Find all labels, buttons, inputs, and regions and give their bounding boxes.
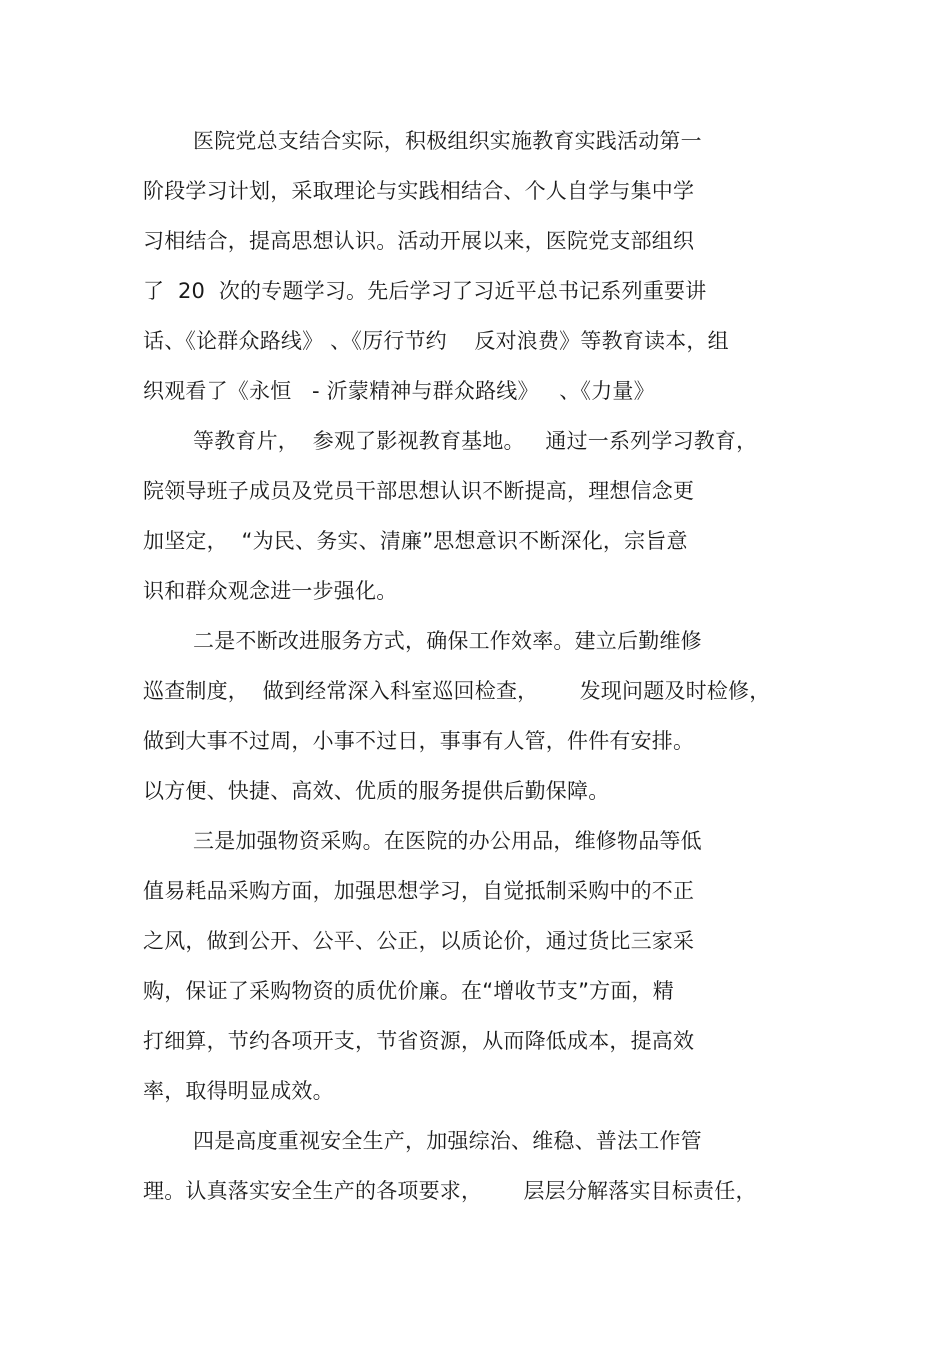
paragraph-5-line-1: 四是高度重视安全生产，加强综治、维稳、普法工作管 <box>193 1129 702 1153</box>
paragraph-1-line-5: 话、《论群众路线》 、《厉行节约 反对浪费》等教育读本，组 <box>143 329 729 353</box>
paragraph-4-line-2: 值易耗品采购方面，加强思想学习，自觉抵制采购中的不正 <box>143 879 695 903</box>
paragraph-3-line-2: 巡查制度， 做到经常深入科室巡回检查， 发现问题及时检修， <box>143 679 771 703</box>
paragraph-4-line-5: 打细算，节约各项开支，节省资源，从而降低成本，提高效 <box>143 1029 695 1053</box>
paragraph-4-line-4: 购，保证了采购物资的质优价廉。在“增收节支”方面，精 <box>143 979 674 1003</box>
paragraph-1-line-1: 医院党总支结合实际，积极组织实施教育实践活动第一 <box>193 129 702 153</box>
paragraph-4-line-6: 率，取得明显成效。 <box>143 1079 334 1103</box>
paragraph-5-line-2: 理。认真落实安全生产的各项要求， 层层分解落实目标责任， <box>143 1179 757 1203</box>
paragraph-2-line-1: 等教育片， 参观了影视教育基地。 通过一系列学习教育， <box>193 429 758 453</box>
paragraph-2-line-4: 识和群众观念进一步强化。 <box>143 579 398 603</box>
paragraph-3-line-4: 以方便、快捷、高效、优质的服务提供后勤保障。 <box>143 779 610 803</box>
paragraph-1-line-6: 织观看了《永恒 - 沂蒙精神与群众路线》 、《力量》 <box>143 379 655 403</box>
paragraph-2-line-2: 院领导班子成员及党员干部思想认识不断提高，理想信念更 <box>143 479 695 503</box>
paragraph-3-line-1: 二是不断改进服务方式，确保工作效率。建立后勤维修 <box>193 629 702 653</box>
paragraph-3-line-3: 做到大事不过周，小事不过日，事事有人管，件件有安排。 <box>143 729 695 753</box>
paragraph-1-line-3: 习相结合，提高思想认识。活动开展以来，医院党支部组织 <box>143 229 695 253</box>
paragraph-1-line-2: 阶段学习计划，采取理论与实践相结合、个人自学与集中学 <box>143 179 695 203</box>
paragraph-4-line-3: 之风，做到公开、公平、公正，以质论价，通过货比三家采 <box>143 929 695 953</box>
paragraph-4-line-1: 三是加强物资采购。在医院的办公用品，维修物品等低 <box>193 829 702 853</box>
paragraph-2-line-3: 加坚定， “为民、务实、清廉”思想意识不断深化，宗旨意 <box>143 529 688 553</box>
paragraph-1-line-4: 了 20 次的专题学习。先后学习了习近平总书记系列重要讲 <box>143 279 707 303</box>
